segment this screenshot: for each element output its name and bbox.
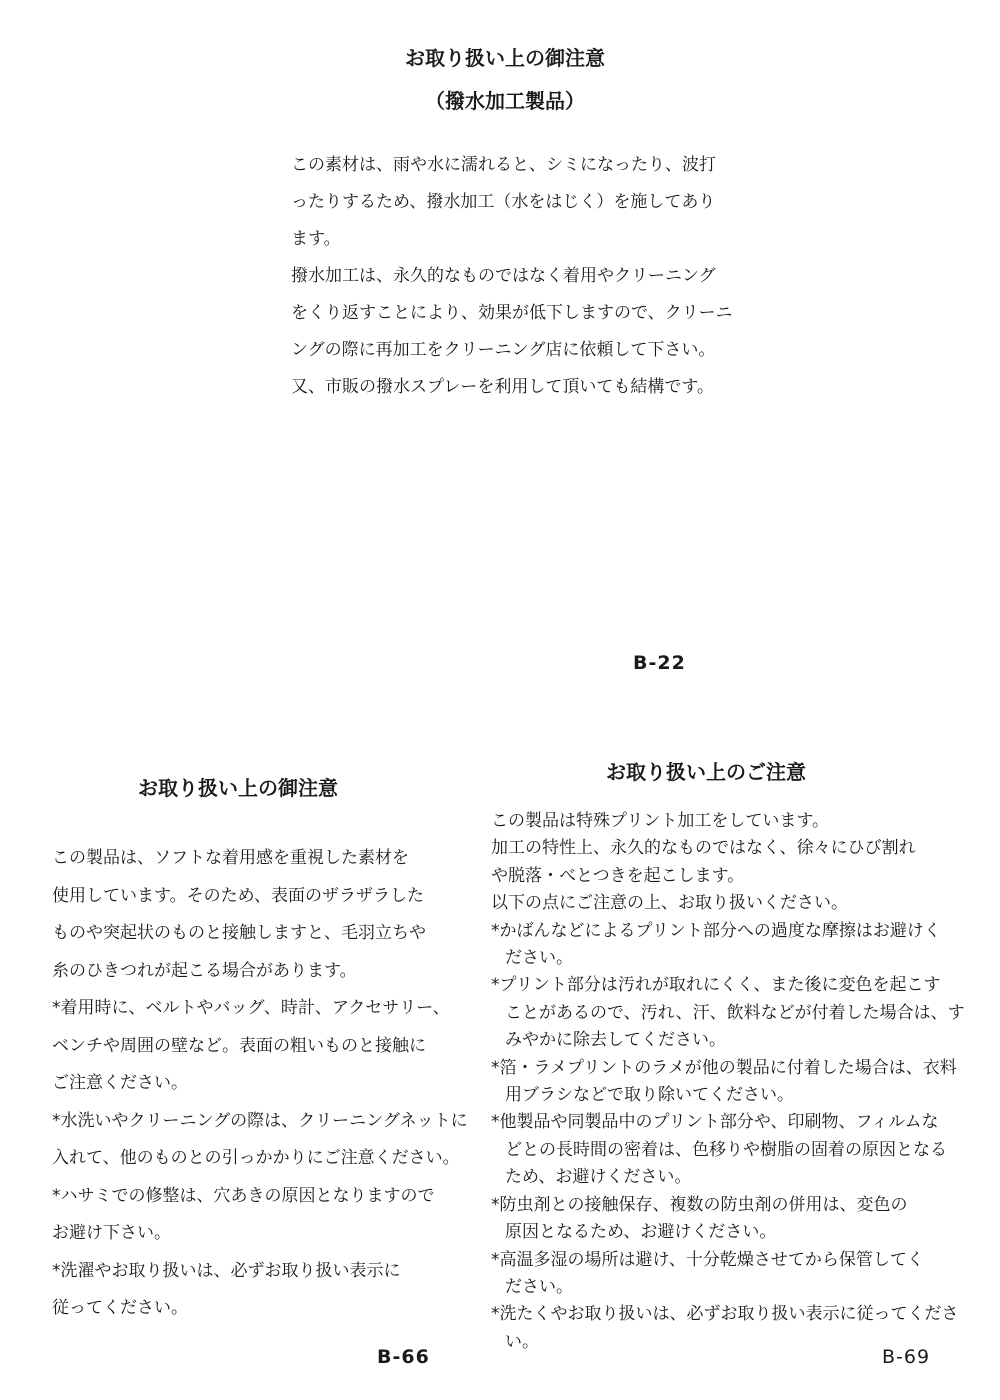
body-line: この製品は、ソフトな着用感を重視した素材を bbox=[52, 848, 409, 868]
body-line: 原因となるため、お避けください。 bbox=[505, 1222, 777, 1243]
body-line: ださい。 bbox=[505, 948, 573, 969]
body-line: どとの長時間の密着は、色移りや樹脂の固着の原因となる bbox=[505, 1139, 947, 1160]
label-b69-body bbox=[491, 808, 965, 1356]
body-line: ださい。 bbox=[505, 1276, 573, 1297]
body-line: *防虫剤との接触保存、複数の防虫剤の併用は、変色の bbox=[491, 1194, 908, 1215]
body-line: をくり返すことにより、効果が低下しますので、クリーニ bbox=[291, 303, 733, 323]
label-b22-title: お取り扱い上の御注意 bbox=[405, 46, 605, 70]
body-line: *洗たくやお取り扱いは、必ずお取り扱い表示に従ってくださ bbox=[491, 1304, 959, 1325]
body-line: *洗濯やお取り扱いは、必ずお取り扱い表示に bbox=[52, 1260, 401, 1281]
label-b22-code: B-22 bbox=[633, 652, 686, 674]
body-line: この素材は、雨や水に濡れると、シミになったり、波打 bbox=[291, 155, 716, 175]
body-line: この製品は特殊プリント加工をしています。 bbox=[491, 811, 829, 831]
label-b22-subtitle: （撥水加工製品） bbox=[425, 89, 585, 113]
body-line: ご注意ください。 bbox=[52, 1073, 188, 1093]
body-line: お避け下さい。 bbox=[52, 1223, 171, 1243]
label-b22-body bbox=[291, 147, 733, 406]
body-line: *ハサミでの修整は、穴あきの原因となりますので bbox=[52, 1185, 435, 1206]
body-line: 加工の特性上、永久的なものではなく、徐々にひび割れ bbox=[491, 838, 916, 859]
body-line: 用ブラシなどで取り除いてください。 bbox=[505, 1085, 794, 1106]
body-line: ことがあるので、汚れ、汗、飲料などが付着した場合は、す bbox=[505, 1002, 965, 1023]
body-line: ます。 bbox=[291, 229, 341, 249]
body-line: 従ってください。 bbox=[52, 1298, 188, 1318]
body-line: 入れて、他のものとの引っかかりにご注意ください。 bbox=[52, 1148, 460, 1168]
body-line: *着用時に、ベルトやバッグ、時計、アクセサリー、 bbox=[52, 998, 450, 1018]
body-line: *かばんなどによるプリント部分への過度な摩擦はお避けく bbox=[491, 920, 941, 941]
label-b69-title: お取り扱い上のご注意 bbox=[606, 760, 806, 784]
label-b66-title: お取り扱い上の御注意 bbox=[138, 776, 338, 800]
body-line: みやかに除去してください。 bbox=[505, 1030, 726, 1051]
body-line: ングの際に再加工をクリーニング店に依頼して下さい。 bbox=[291, 340, 716, 360]
body-line: *他製品や同製品中のプリント部分や、印刷物、フィルムな bbox=[491, 1112, 939, 1133]
label-b69-code: B-69 bbox=[882, 1346, 931, 1368]
body-line: 又、市販の撥水スプレーを利用して頂いても結構です。 bbox=[291, 377, 714, 397]
body-line: *高温多湿の場所は避け、十分乾燥させてから保管してく bbox=[491, 1249, 924, 1270]
body-line: ベンチや周囲の壁など。表面の粗いものと接触に bbox=[52, 1035, 426, 1056]
body-line: 以下の点にご注意の上、お取り扱いください。 bbox=[491, 893, 848, 914]
body-line: *水洗いやクリーニングの際は、クリーニングネットに bbox=[52, 1110, 468, 1131]
body-line: や脱落・べとつきを起こします。 bbox=[491, 865, 745, 886]
body-line: *プリント部分は汚れが取れにくく、また後に変色を起こす bbox=[491, 975, 941, 996]
body-line: ため、お避けください。 bbox=[505, 1167, 692, 1188]
body-line: ったりするため、撥水加工（水をはじく）を施してあり bbox=[291, 192, 716, 212]
body-line: 撥水加工は、永久的なものではなく着用やクリーニング bbox=[291, 266, 716, 286]
body-line: *箔・ラメプリントのラメが他の製品に付着した場合は、衣料 bbox=[491, 1057, 957, 1078]
body-line: 使用しています。そのため、表面のザラザラした bbox=[52, 885, 424, 906]
label-b66-code: B-66 bbox=[377, 1346, 430, 1368]
label-b66-body bbox=[52, 840, 468, 1328]
body-line: い。 bbox=[505, 1331, 539, 1352]
body-line: 糸のひきつれが起こる場合があります。 bbox=[52, 960, 357, 981]
body-line: ものや突起状のものと接触しますと、毛羽立ちや bbox=[52, 923, 426, 943]
